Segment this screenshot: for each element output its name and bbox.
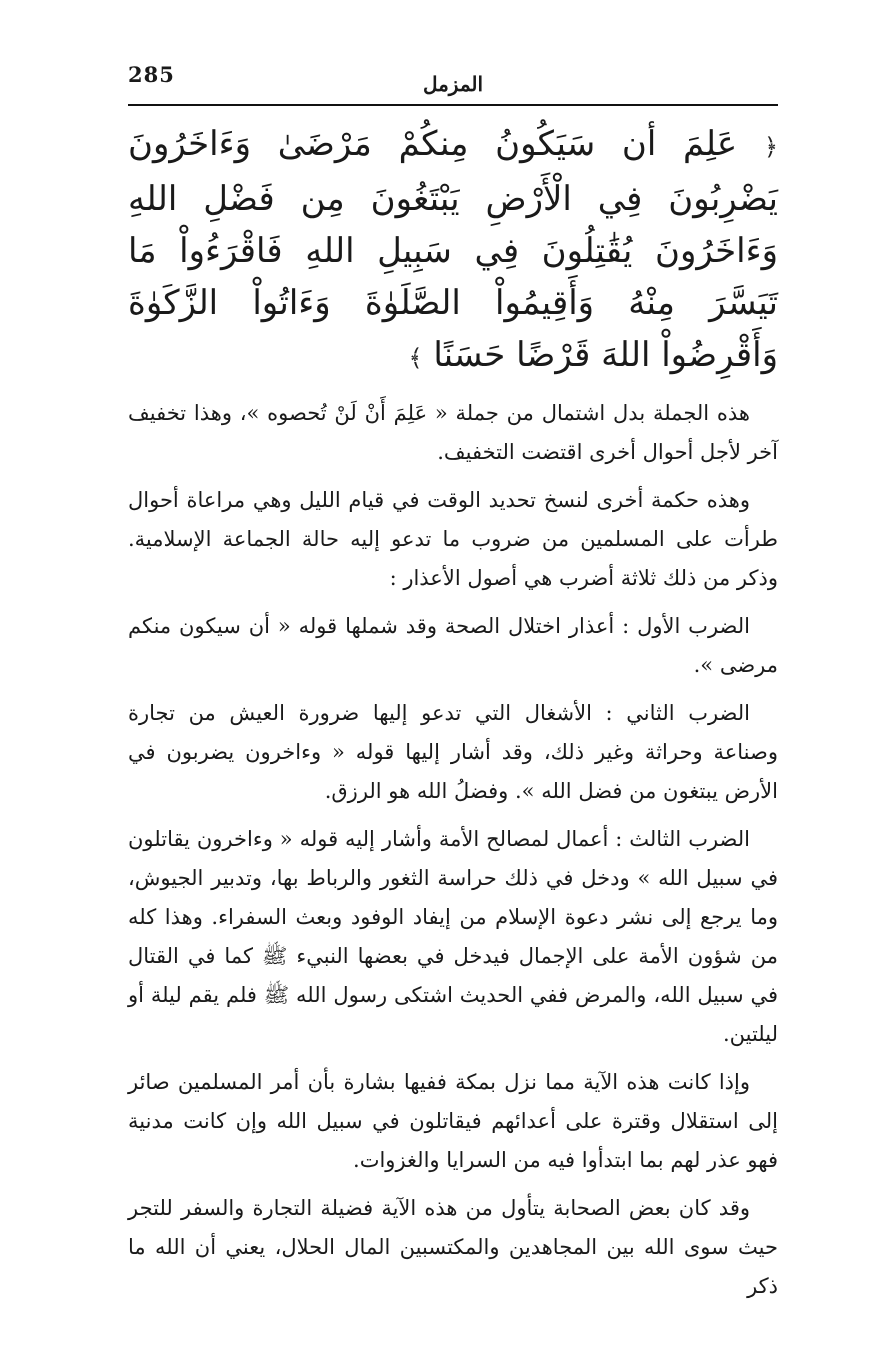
paragraph-4: الضرب الثاني : الأشغال التي تدعو إليها ضرورة العيش من تجارة وصناعة وحراثة وغير ذلك، وقد أشار إليها قوله « وءاخرون يضربون في الأرض يبتغون من فضل الله ». وفضلُ الله هو الرزق.	[128, 701, 778, 803]
page-number: 285	[128, 62, 175, 87]
quran-verse	[128, 118, 778, 384]
page-body	[128, 118, 778, 1315]
verse-text: عَلِمَ أن سَيَكُونُ مِنكُمْ مَرْضَىٰ وَءَاخَرُونَ يَضْرِبُونَ فِي الْأَرْضِ يَبْتَغُونَ مِن فَضْلِ اللهِ وَءَاخَرُونَ يُقَٰتِلُونَ فِي سَبِيلِ اللهِ فَاقْرَءُواْ مَا تَيَسَّرَ مِنْهُ وَأَقِيمُواْ الصَّلَوٰةَ وَءَاتُواْ الزَّكَوٰةَ وَأَقْرِضُواْ اللهَ قَرْضًا حَسَنًا	[128, 124, 778, 375]
paragraph-6: وإذا كانت هذه الآية مما نزل بمكة ففيها بشارة بأن أمر المسلمين صائر إلى استقلال وقترة على أعدائهم فيقاتلون في سبيل الله وإن كانت مدنية فهو عذر لهم بما ابتدأوا فيه من السرايا والغزوات.	[128, 1070, 778, 1172]
page-header	[128, 58, 778, 108]
paragraph-5: الضرب الثالث : أعمال لمصالح الأمة وأشار إليه قوله « وءاخرون يقاتلون في سبيل الله » ودخل في ذلك حراسة الثغور والرباط بها، وتدبير الجيوش، وما يرجع إلى نشر دعوة الإسلام من إيفاد الوفود وبعث السفراء. وهذا كله من شؤون الأمة على الإجمال فيدخل في بعضها النبيء ﷺ كما في القتال في سبيل الله، والمرض ففي الحديث اشتكى رسول الله ﷺ فلم يقم ليلة أو ليلتين.	[128, 827, 778, 1046]
verse-open-ornament: ﴿	[763, 133, 778, 161]
paragraph-2: وهذه حكمة أخرى لنسخ تحديد الوقت في قيام الليل وهي مراعاة أحوال طرأت على المسلمين من ضروب ما تدعو إليه حالة الجماعة الإسلامية. وذكر من ذلك ثلاثة أضرب هي أصول الأعذار :	[128, 488, 778, 590]
chapter-title: المزمل	[422, 72, 484, 96]
verse-close-ornament: ﴾	[408, 344, 423, 372]
header-rule	[128, 104, 778, 106]
paragraph-3: الضرب الأول : أعذار اختلال الصحة وقد شملها قوله « أن سيكون منكم مرضى ».	[128, 614, 778, 677]
paragraph-7: وقد كان بعض الصحابة يتأول من هذه الآية فضيلة التجارة والسفر للتجر حيث سوى الله بين المجاهدين والمكتسبين المال الحلال، يعني أن الله ما ذكر	[128, 1196, 778, 1298]
paragraph-1: هذه الجملة بدل اشتمال من جملة « عَلِمَ أَنْ لَنْ تُحصوه »، وهذا تخفيف آخر لأجل أحوال أخرى اقتضت التخفيف.	[128, 401, 778, 464]
